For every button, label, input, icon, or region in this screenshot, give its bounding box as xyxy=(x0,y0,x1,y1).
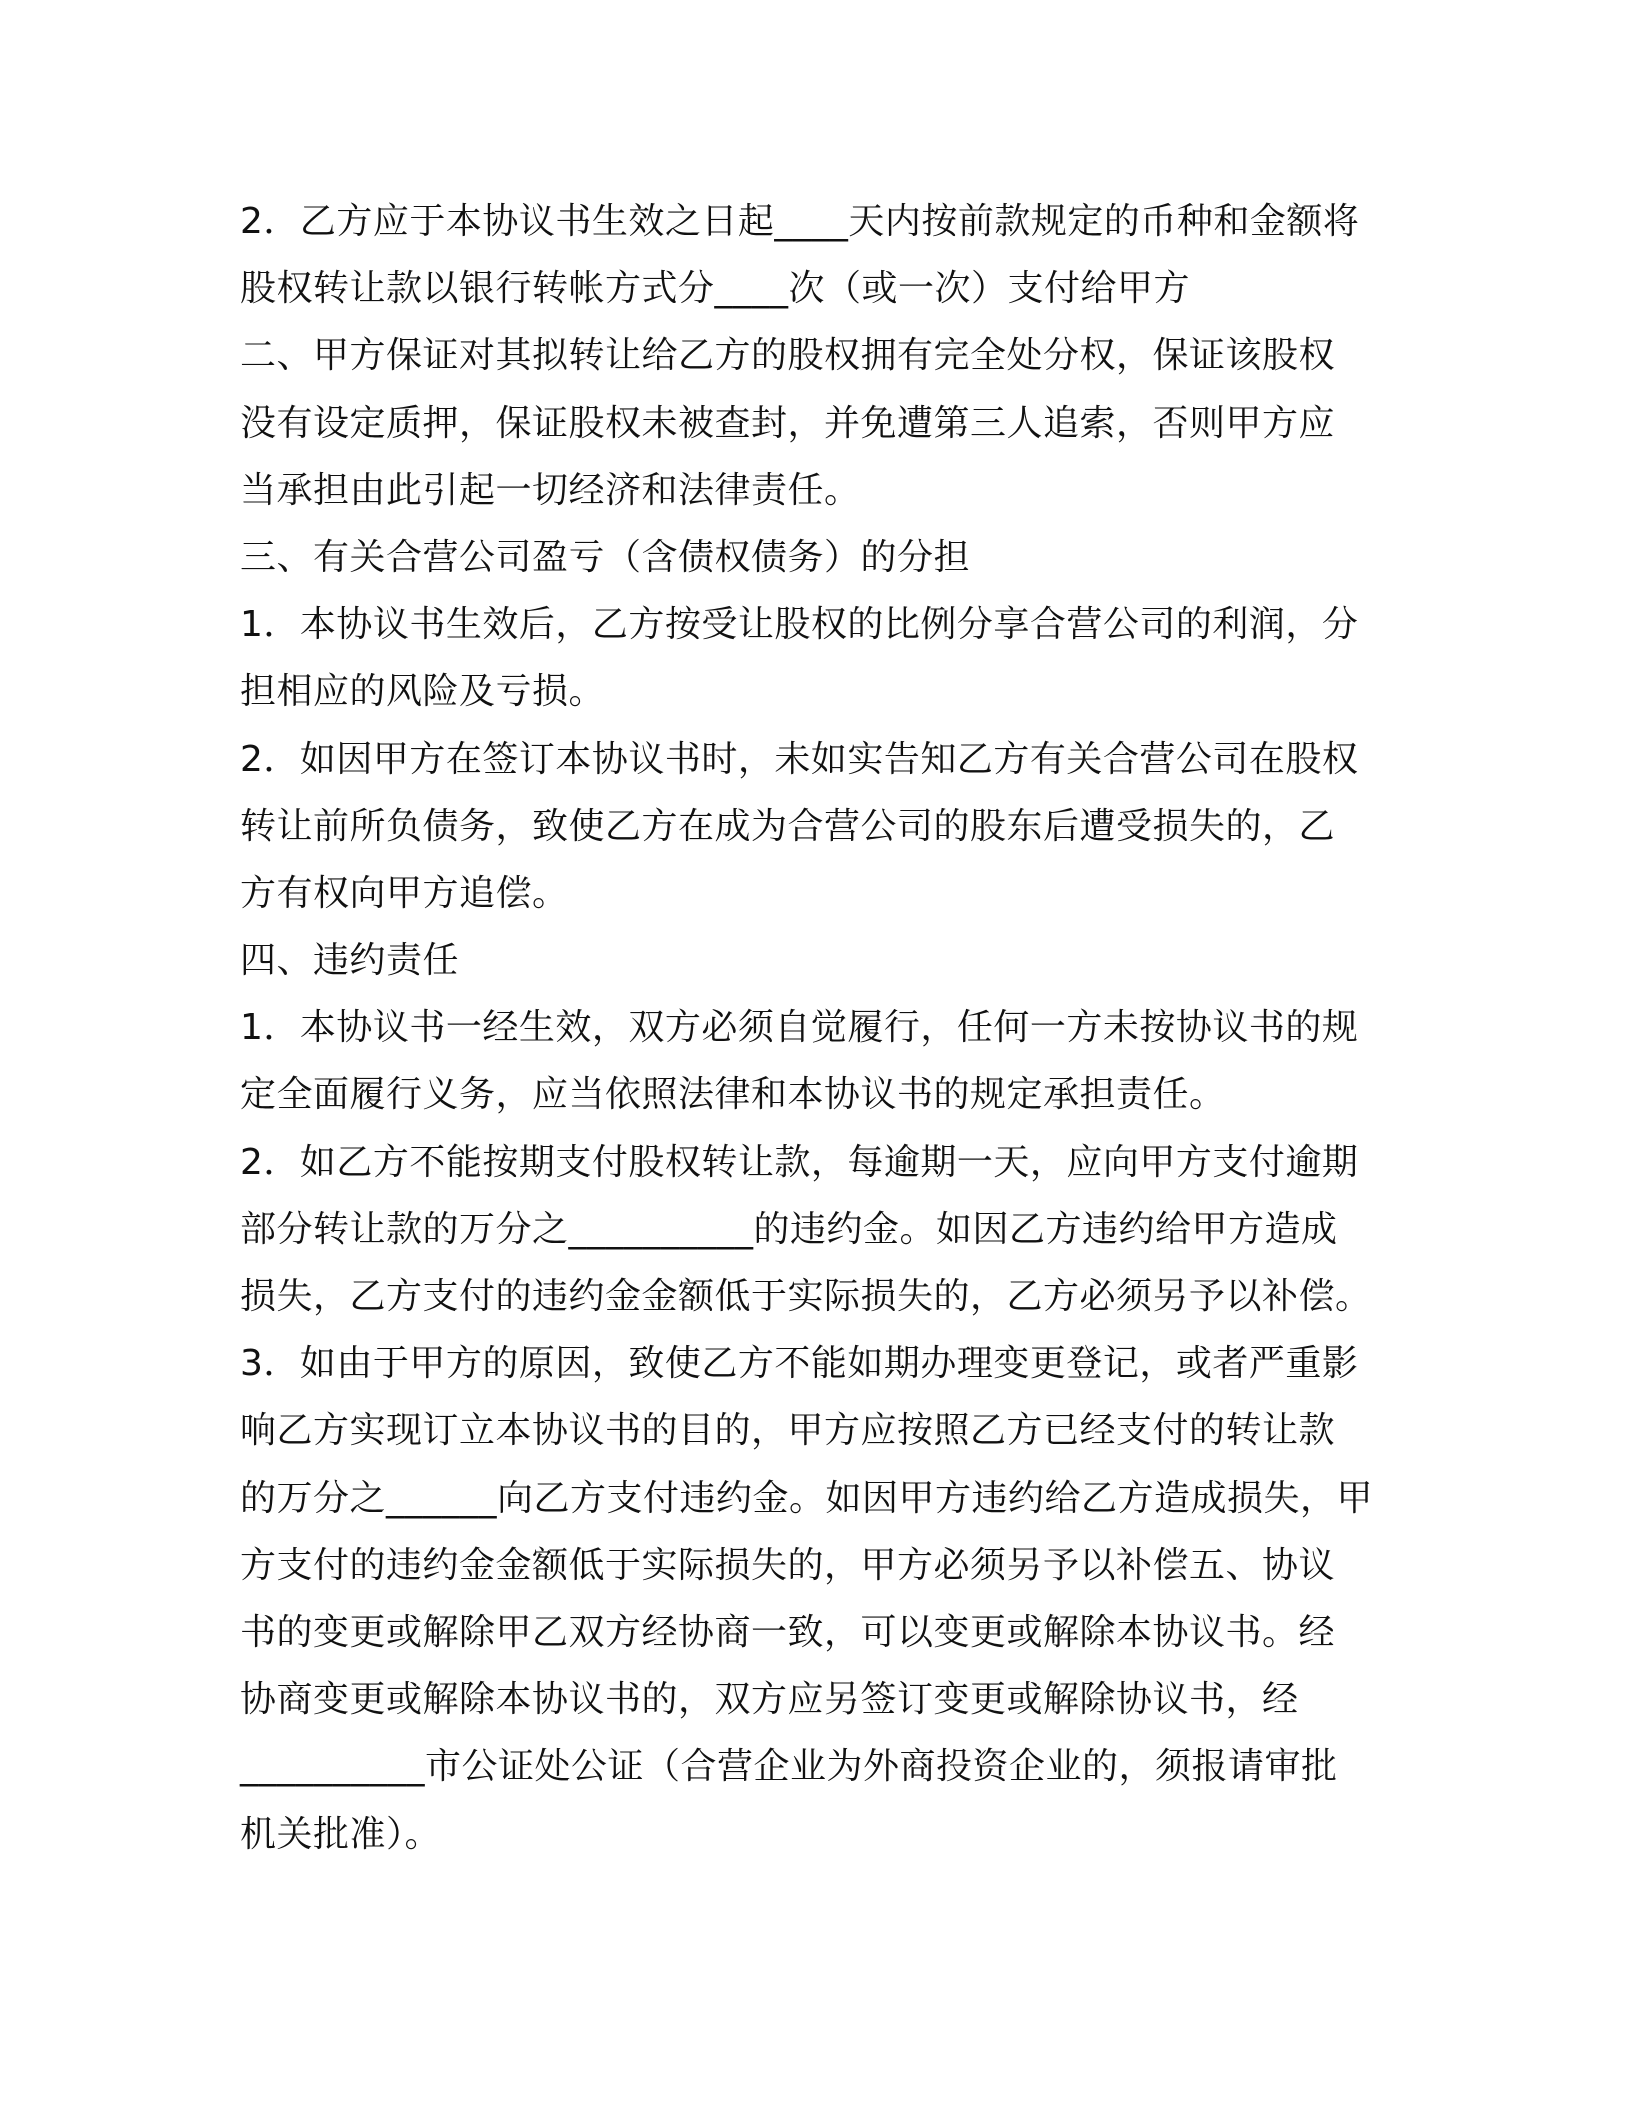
section-heading: 四、违约责任 xyxy=(240,940,460,982)
text-line: 协商变更或解除本协议书的，双方应另签订变更或解除协议书，经 xyxy=(240,1679,1299,1721)
text-line: 没有设定质押，保证股权未被查封，并免遭第三人追索，否则甲方应 xyxy=(240,402,1336,444)
text-line: 响乙方实现订立本协议书的目的，甲方应按照乙方已经支付的转让款 xyxy=(240,1410,1336,1452)
section-heading: 三、有关合营公司盈亏（含债权债务）的分担 xyxy=(240,536,971,578)
text-line: 机关批准）。 xyxy=(240,1813,442,1855)
text-line: 转让前所负债务，致使乙方在成为合营公司的股东后遭受损失的，乙 xyxy=(240,805,1336,847)
text-line: 3．如由于甲方的原因，致使乙方不能如期办理变更登记，或者严重影 xyxy=(240,1343,1359,1385)
text-line: 的万分之______向乙方支付违约金。如因甲方违约给乙方造成损失，甲 xyxy=(240,1477,1374,1519)
text-line: 损失，乙方支付的违约金金额低于实际损失的，乙方必须另予以补偿。 xyxy=(240,1276,1372,1317)
text-line: 1．本协议书生效后，乙方按受让股权的比例分享合营公司的利润，分 xyxy=(240,604,1359,646)
text-line: 部分转让款的万分之__________的违约金。如因乙方违约给甲方造成 xyxy=(240,1208,1338,1250)
text-line: 方支付的违约金金额低于实际损失的，甲方必须另予以补偿五、协议 xyxy=(240,1544,1336,1586)
document-body xyxy=(240,188,1400,1868)
text-line: 股权转让款以银行转帐方式分____次（或一次）支付给甲方 xyxy=(240,268,1191,310)
text-line: __________市公证处公证（合营企业为外商投资企业的，须报请审批 xyxy=(240,1746,1338,1788)
text-line: 二、甲方保证对其拟转让给乙方的股权拥有完全处分权，保证该股权 xyxy=(240,335,1336,377)
text-line: 担相应的风险及亏损。 xyxy=(240,671,606,713)
text-line: 定全面履行义务，应当依照法律和本协议书的规定承担责任。 xyxy=(240,1074,1226,1116)
text-line: 2．乙方应于本协议书生效之日起____天内按前款规定的币种和金额将 xyxy=(240,201,1360,242)
text-line: 当承担由此引起一切经济和法律责任。 xyxy=(240,469,861,511)
text-line: 2．如乙方不能按期支付股权转让款，每逾期一天，应向甲方支付逾期 xyxy=(240,1141,1359,1183)
text-line: 书的变更或解除甲乙双方经协商一致，可以变更或解除本协议书。经 xyxy=(240,1611,1336,1653)
text-line: 方有权向甲方追偿。 xyxy=(240,872,569,914)
text-line: 1．本协议书一经生效，双方必须自觉履行，任何一方未按协议书的规 xyxy=(240,1007,1359,1049)
text-line: 2．如因甲方在签订本协议书时，未如实告知乙方有关合营公司在股权 xyxy=(240,738,1359,780)
